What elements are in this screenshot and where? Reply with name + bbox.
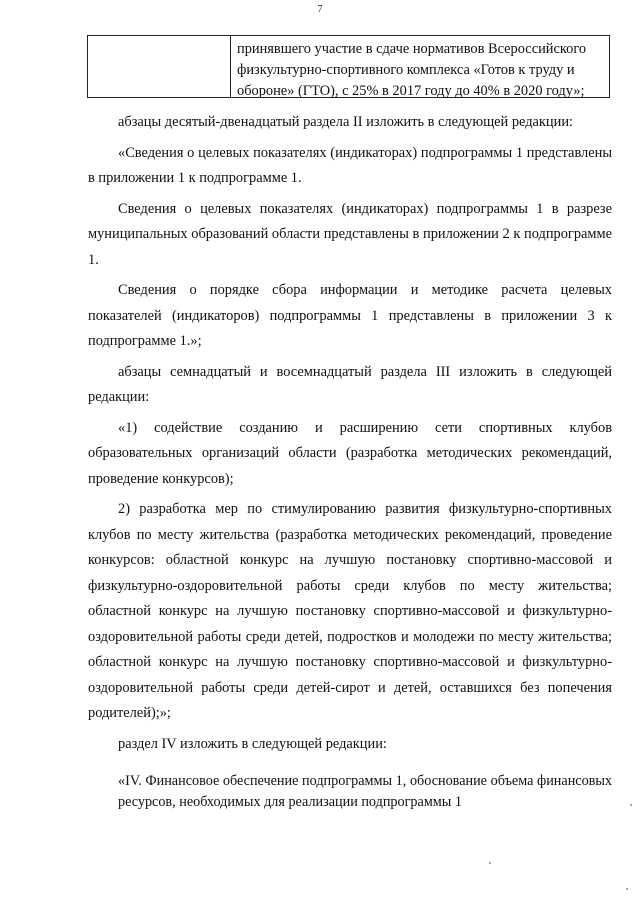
- paragraph: «Сведения о целевых показателях (индикаторах) подпрограммы 1 представлены в приложении 1 к подпрограмме 1.: [88, 144, 612, 186]
- section-heading-paragraph: «IV. Финансовое обеспечение подпрограммы 1, обоснование объема финансовых ресурсов, необходимых для реализации подпрограммы 1: [118, 773, 612, 810]
- paragraph: абзацы десятый-двенадцатый раздела II изложить в следующей редакции:: [118, 114, 574, 130]
- paragraph: раздел IV изложить в следующей редакции:: [118, 735, 387, 752]
- scan-speck: [489, 862, 491, 864]
- paragraph: 2) разработка мер по стимулированию развития физкультурно-спортивных клубов по месту жительства (разработка методических рекомендаций, проведение конкурсов: областной конкурс на лучшую постановку спортивно-массовой и физкультурно-оздоровительной работы среди клубов по месту жительства; областной конкурс на лучшую постановку спортивно-массовой и физкультурно-оздоровительной работы среди детей, подростков и молодежи по месту жительства; областной конкурс на лучшую постановку спортивно-массовой и физкультурно-оздоровительной работы среди детей-сирот и детей, оставшихся без попечения родителей);»;: [88, 501, 612, 721]
- scan-speck: [626, 888, 628, 890]
- table-row: [87, 35, 610, 98]
- page-number: 7: [317, 4, 323, 15]
- paragraph: Сведения о целевых показателях (индикаторах) подпрограммы 1 в разрезе муниципальных образований области представлены в приложении 2 к подпрограмме 1.: [88, 200, 612, 268]
- document-body: [88, 110, 612, 818]
- scan-speck: [630, 804, 632, 806]
- paragraph: абзацы семнадцатый и восемнадцатый раздела III изложить в следующей редакции:: [88, 363, 612, 405]
- paragraph: Сведения о порядке сбора информации и методике расчета целевых показателей (индикаторов) подпрограммы 1 представлены в приложении 3 к подпрограмме 1.»;: [88, 282, 612, 349]
- table-cell-text: принявшего участие в сдаче нормативов Всероссийского физкультурно-спортивного комплекса «Готов к труду и обороне» (ГТО), с 25% в 2017 году до 40% в 2020 году»;: [237, 41, 587, 99]
- paragraph: «1) содействие созданию и расширению сети спортивных клубов образовательных организаций области (разработка методических рекомендаций, проведение конкурсов);: [88, 419, 612, 487]
- table-cell-empty: [88, 36, 231, 97]
